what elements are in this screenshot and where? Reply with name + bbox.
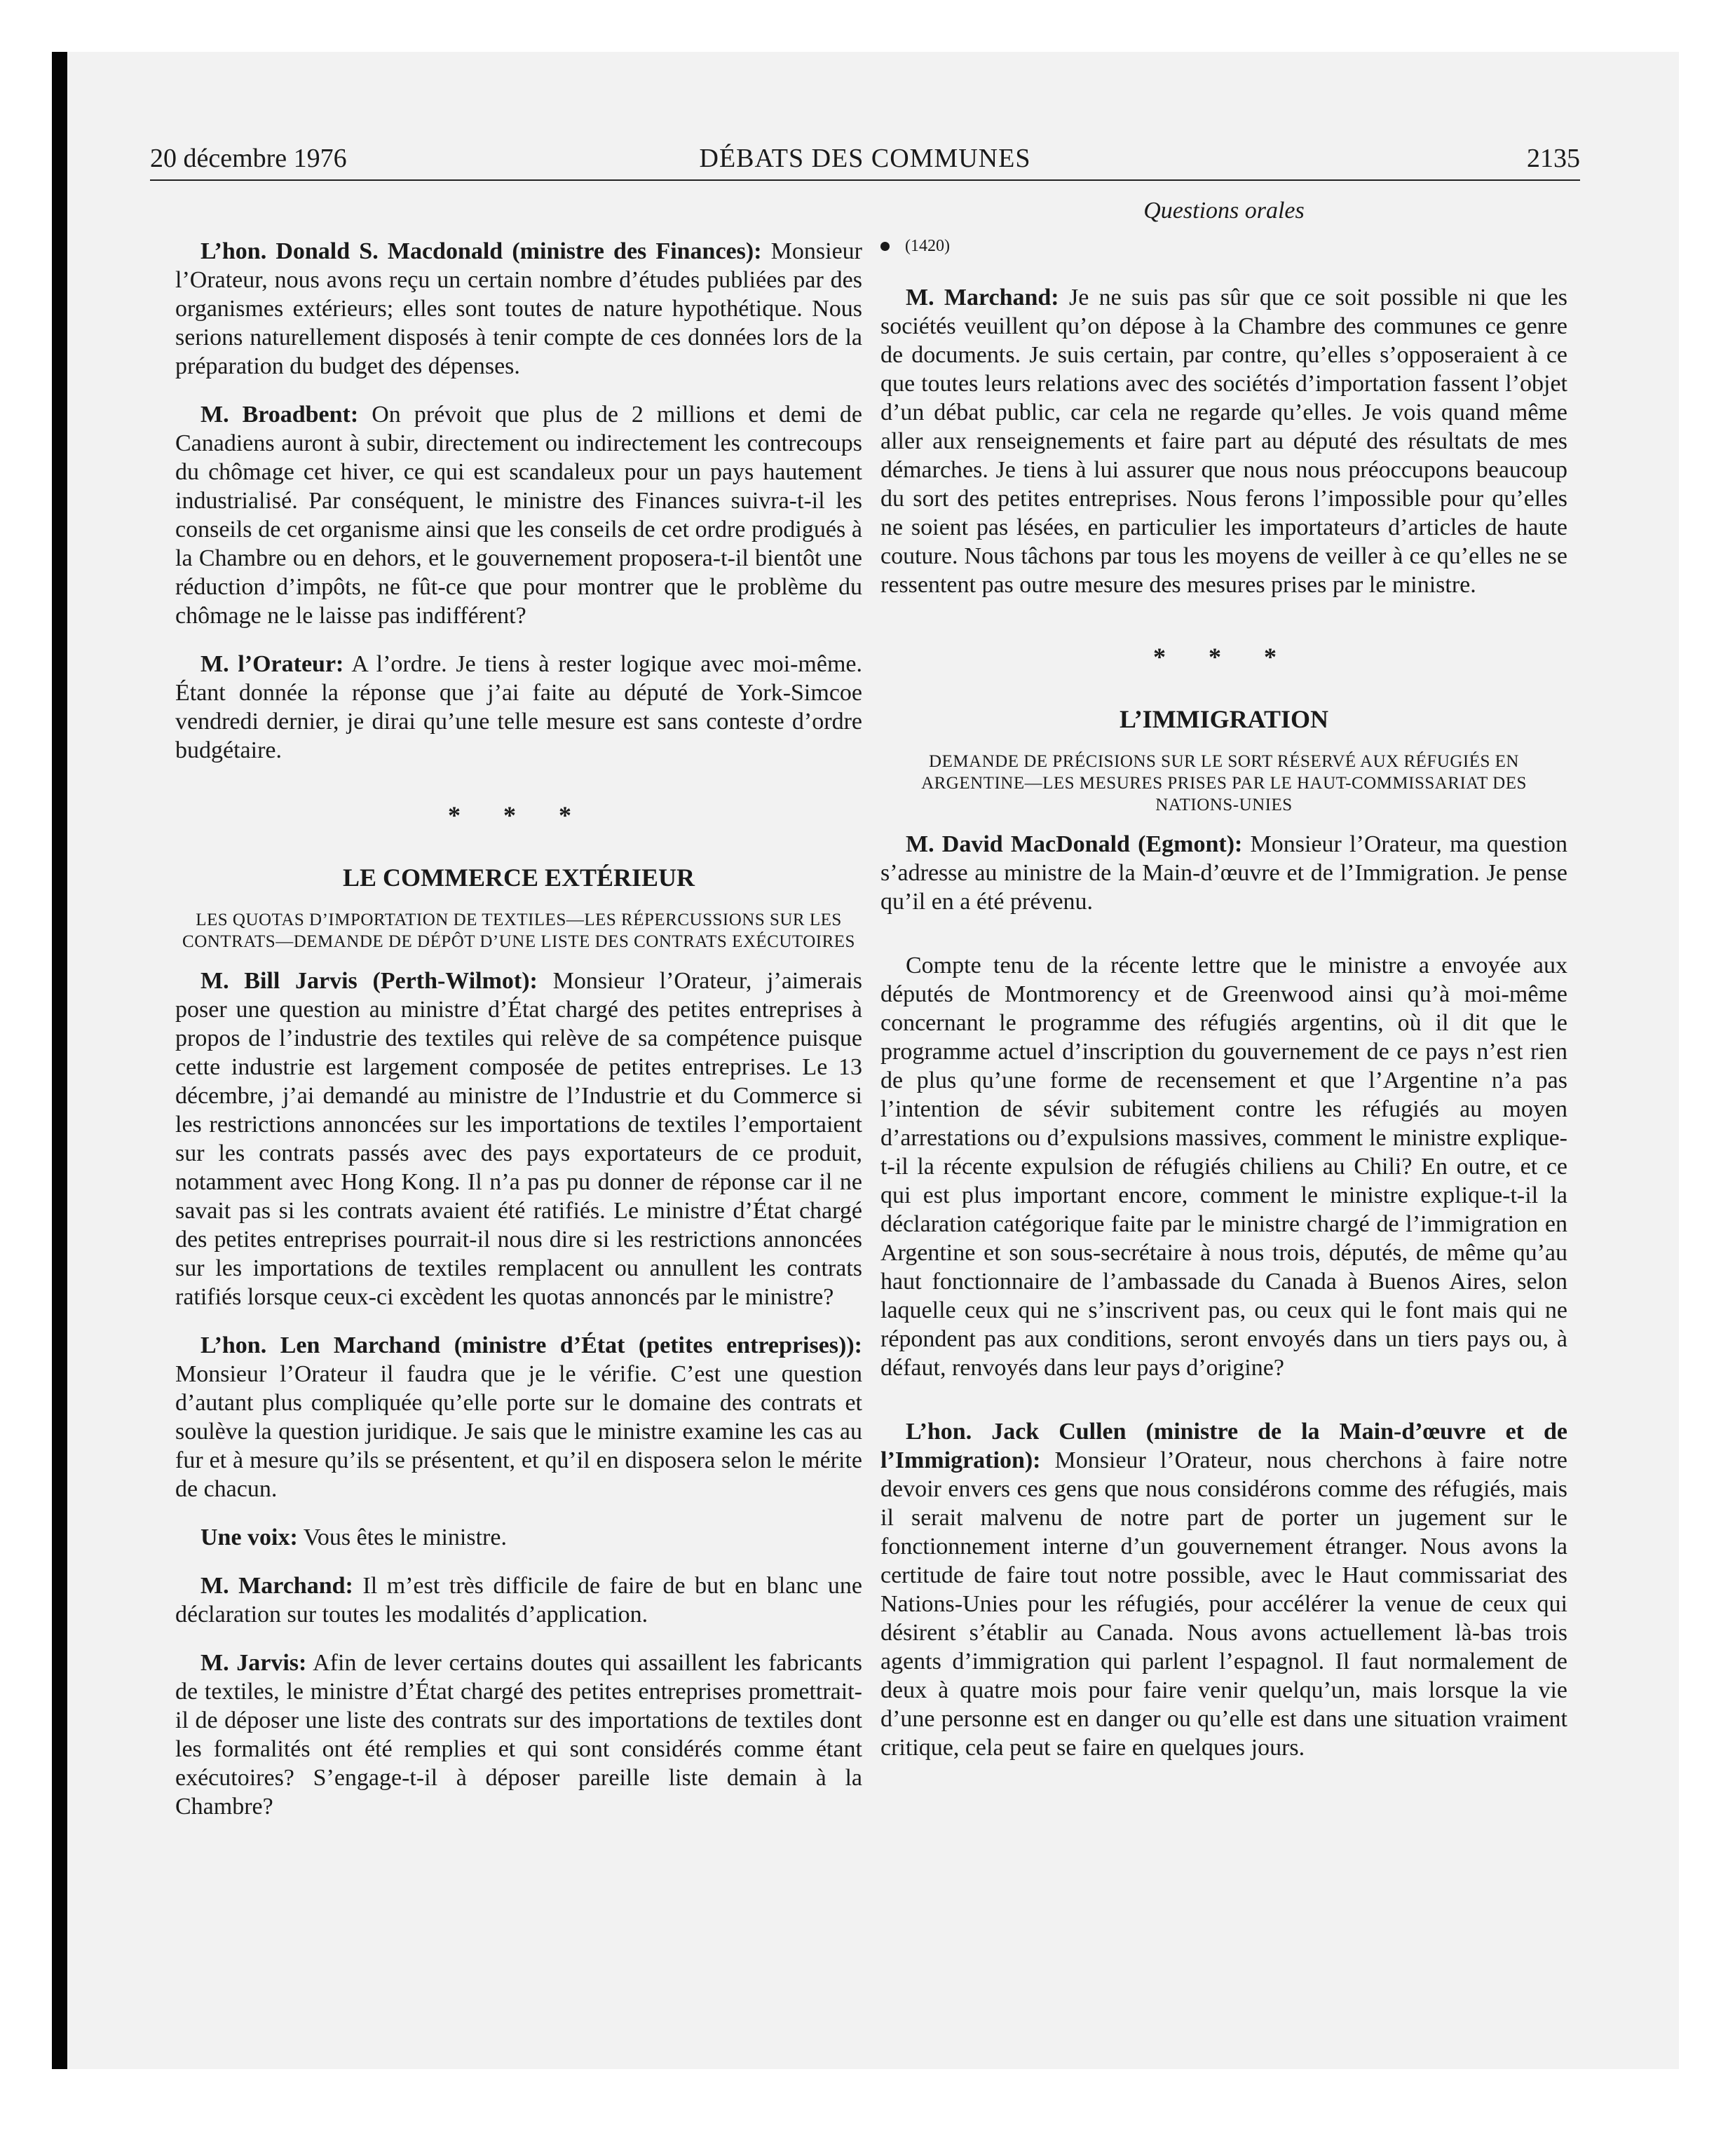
paragraph-broadbent xyxy=(175,400,862,630)
section-title: L’IMMIGRATION xyxy=(1119,705,1329,733)
paragraph-text: Monsieur l’Orateur, nous avons reçu un certain nombre d’études publiées par des organismes extérieurs; elles sont toutes de nature hypothétique. Nous serions naturellement disposés à tenir compte de ces données lors de la préparation du budget des dépenses. xyxy=(175,238,862,379)
paragraph-len-marchand xyxy=(175,1331,862,1503)
paragraph-text: Il m’est très difficile de faire de but en blanc une déclaration sur toutes les modalités d’application. xyxy=(175,1573,862,1628)
speaker-name: M. Bill Jarvis (Perth-Wilmot): xyxy=(200,968,538,994)
bullet-dot-icon xyxy=(880,242,890,251)
paragraph-text: Monsieur l’Orateur il faudra que je le vérifie. C’est une question d’autant plus compliquée qu’elle porte sur le domaine des contrats et soulève la question juridique. Je sais que le ministre examine les cas au fur et à mesure qu’ils se présentent, et qu’il en disposera selon le mérite de chacun. xyxy=(175,1361,862,1502)
paragraph-marchand-reply xyxy=(880,283,1567,599)
header-date: 20 décembre 1976 xyxy=(150,144,347,173)
paragraph-david-macdonald xyxy=(880,830,1567,916)
section-subheading: DEMANDE DE PRÉCISIONS SUR LE SORT RÉSERVÉ AUX RÉFUGIÉS EN ARGENTINE—LES MESURES PRISES PAR LE HAUT-COMMISSARIAT DES NATIONS-UNIES xyxy=(921,752,1527,814)
left-column xyxy=(175,196,862,1841)
speaker-name: M. Marchand: xyxy=(906,285,1059,311)
paragraph-text: Vous êtes le ministre. xyxy=(297,1524,507,1550)
section-divider: * * * xyxy=(1153,643,1295,671)
paragraph-text: Compte tenu de la récente lettre que le ministre a envoyée aux députés de Montmorency et de Greenwood ainsi qu’à moi-même concernant le programme des réfugiés argentins, où il dit que le programme actuel d’inscription du gouvernement de ce pays n’est rien de plus qu’une forme de recensement et que l’Argentine n’a pas l’intention de sévir subitement contre les réfugiés au moyen d’arrestations ou d’expulsions massives, comment le ministre explique-t-il la récente expulsion de réfugiés chiliens au Chili? En outre, et ce qui est plus important encore, comment le ministre explique-t-il la déclaration catégorique faite par le ministre chargé de l’immigration en Argentine et son sous-secrétaire à nous trois, députés, de même qu’au haut fonctionnaire de l’ambassade du Canada à Buenos Aires, selon laquelle ceux qui ne s’inscrivent pas, ou ceux qui le font mais qui ne répondent pas aux conditions, seront envoyés dans un tiers pays ou, à défaut, renvoyés dans leur pays d’origine? xyxy=(880,953,1567,1381)
paragraph-macdonald xyxy=(175,237,862,381)
time-marker xyxy=(880,232,1567,261)
header-title: DÉBATS DES COMMUNES xyxy=(699,144,1031,173)
paragraph-macdonald-question xyxy=(880,951,1567,1382)
paragraph-text: Monsieur l’Orateur, ma question s’adresse au ministre de la Main-d’œuvre et de l’Immigration. Je pense qu’il en a été prévenu. xyxy=(880,831,1567,915)
speaker-name: M. David MacDonald (Egmont): xyxy=(906,831,1243,857)
section-divider: * * * xyxy=(448,801,590,829)
paragraph-jarvis xyxy=(175,967,862,1311)
paragraph-jarvis-followup xyxy=(175,1649,862,1821)
paragraph-text: A l’ordre. Je tiens à rester logique avec moi-même. Étant donnée la réponse que j’ai faite au député de York-Simcoe vendredi dernier, je dirai qu’une telle mesure est sans conteste d’ordre budgétaire. xyxy=(175,651,862,763)
speaker-name: M. Broadbent: xyxy=(200,402,359,428)
speaker-name: L’hon. Donald S. Macdonald (ministre des Finances): xyxy=(200,238,762,264)
paragraph-text: Monsieur l’Orateur, nous cherchons à faire notre devoir envers ces gens que nous considérons comme des réfugiés, mais il serait malvenu de notre part de porter un jugement sur le fonctionnement interne d’un gouvernement étranger. Nous avons la certitude de faire tout notre possible, avec le Haut commissariat des Nations-Unies pour les réfugiés, pour accélérer la venue de ceux qui désirent s’établir au Canada. Nous avons actuellement là-bas trois agents d’immigration qui parlent l’espagnol. Il faut normalement de deux à quatre mois pour faire venir quelqu’un, mais lorsque la vie d’une personne est en danger ou qu’elle est dans une situation vraiment critique, cela peut se faire en quelques jours. xyxy=(880,1447,1567,1761)
speaker-name: M. Jarvis: xyxy=(200,1650,307,1676)
running-head: Questions orales xyxy=(1143,198,1305,224)
speaker-name: M. l’Orateur: xyxy=(200,651,344,677)
paragraph-une-voix xyxy=(175,1523,862,1552)
paragraph-orateur xyxy=(175,650,862,765)
section-subheading: LES QUOTAS D’IMPORTATION DE TEXTILES—LES RÉPERCUSSIONS SUR LES CONTRATS—DEMANDE DE DÉPÔT D’UNE LISTE DES CONTRATS EXÉCUTOIRES xyxy=(182,910,855,951)
time-marker-text: (1420) xyxy=(905,237,950,255)
page-header xyxy=(150,143,1580,181)
speaker-name: M. Marchand: xyxy=(200,1573,353,1599)
speaker-name: L’hon. Len Marchand (ministre d’État (petites entreprises)): xyxy=(200,1332,862,1358)
speaker-name: L’hon. Jack Cullen (ministre de la Main-d’œuvre et de l’Immigration): xyxy=(880,1419,1567,1473)
section-title: LE COMMERCE EXTÉRIEUR xyxy=(342,864,695,892)
page-number: 2135 xyxy=(1527,144,1580,173)
scan-edge-bar xyxy=(52,52,67,2069)
paragraph-text: Monsieur l’Orateur, j’aimerais poser une question au ministre d’État chargé des petites entreprises à propos de l’industrie des textiles qui relève de sa compétence puisque cette industrie est largement composée de petites entreprises. Le 13 décembre, j’ai demandé au ministre de l’Industrie et du Commerce si les restrictions annoncées sur les importations de textiles l’emportaient sur les contrats passés avec des pays exportateurs de ce produit, notamment avec Hong Kong. Il n’a pas pu donner de réponse car il ne savait pas si les contrats avaient été ratifiés. Le ministre d’État chargé des petites entreprises pourrait-il nous dire si les restrictions annoncées sur les importations de textiles remplacent ou annullent les contrats ratifiés lorsque ceux-ci excèdent les quotas annoncés par le ministre? xyxy=(175,968,862,1310)
paragraph-text: Afin de lever certains doutes qui assaillent les fabricants de textiles, le ministre d’État chargé des petites entreprises promettrait-il de déposer une liste des contrats sur des importations de textiles dont les formalités ont été remplies et qui sont considérés comme étant exécutoires? S’engage-t-il à déposer pareille liste demain à la Chambre? xyxy=(175,1650,862,1820)
paragraph-text: On prévoit que plus de 2 millions et demi de Canadiens auront à subir, directement ou indirectement les contrecoups du chômage cet hiver, ce qui est scandaleux pour un pays hautement industrialisé. Par conséquent, le ministre des Finances suivra-t-il les conseils de cet organisme ainsi que les conseils de cet ordre prodigués à la Chambre ou en dehors, et le gouvernement proposera-t-il bientôt une réduction d’impôts, ne fût-ce que pour montrer que le problème du chômage ne le laisse pas indifférent? xyxy=(175,402,862,629)
paragraph-text: Je ne suis pas sûr que ce soit possible ni que les sociétés veuillent qu’on dépose à la Chambre des communes ce genre de documents. Je suis certain, par contre, qu’elles s’opposeraient à ce que toutes leurs relations avec des sociétés d’importation fassent l’objet d’un débat public, car cela ne regarde qu’elles. Je vois quand même aller aux renseignements et faire part au député des résultats de mes démarches. Je tiens à lui assurer que nous nous préoccupons beaucoup du sort des petites entreprises. Nous ferons l’impossible pour qu’elles ne soient pas lésées, en particulier les importateurs d’articles de haute couture. Nous tâchons par tous les moyens de veiller à ce qu’elles ne se ressentent pas outre mesure des mesures prises par le ministre. xyxy=(880,285,1567,598)
paragraph-cullen xyxy=(880,1417,1567,1762)
speaker-name: Une voix: xyxy=(200,1524,298,1550)
right-column xyxy=(880,196,1567,1782)
paragraph-marchand xyxy=(175,1571,862,1629)
